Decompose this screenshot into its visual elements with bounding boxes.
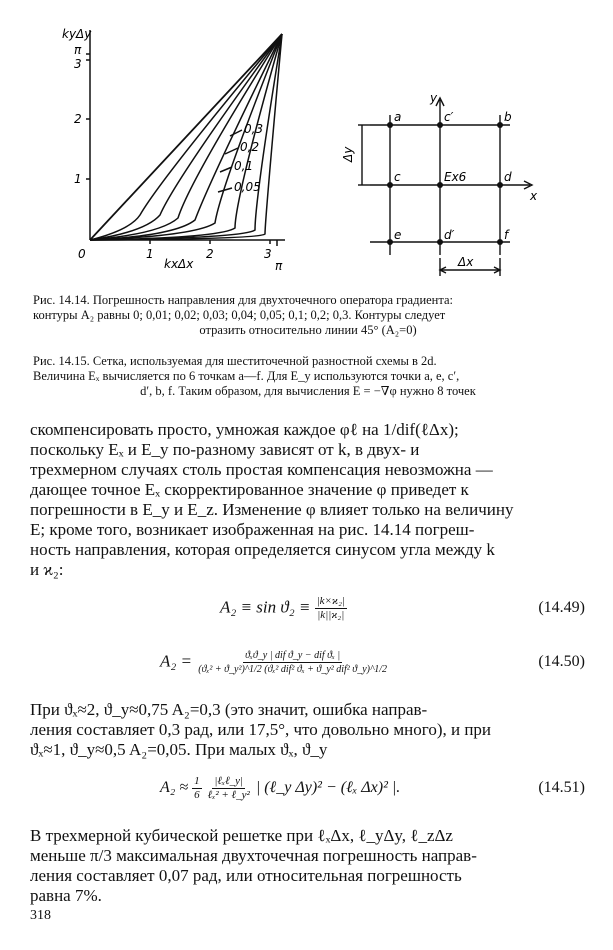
- text-line: E; кроме того, возникает изображенная на рис. 14.14 погреш-: [30, 520, 475, 539]
- contour-label-02: 0,2: [240, 140, 260, 154]
- eq-denominator: (ϑₓ² + ϑ_y²)^1/2 (ϑₓ² dif² ϑₓ + ϑ_y² dif² ϑ_y)^1/2: [198, 663, 387, 675]
- node-d: d: [504, 170, 512, 184]
- eq-numerator: |k×ϰ₂|: [316, 594, 345, 607]
- text-line: ность направления, которая определяется синусом угла между k: [30, 540, 495, 559]
- origin-label: 0: [78, 247, 86, 261]
- paragraph-2: [30, 700, 585, 760]
- text-line: При ϑₓ≈2, ϑ_y≈0,75 A₂=0,3 (это значит, ошибка направ-: [30, 700, 428, 719]
- eq-lhs: A₂ ≡ sin ϑ₂ ≡: [220, 596, 311, 616]
- eq-coef-denominator: 6: [194, 788, 200, 801]
- page-number: 318: [30, 908, 51, 923]
- caption-14-14: [33, 293, 583, 338]
- figure-14-15: [340, 90, 570, 285]
- node-d-prime: d′: [444, 228, 455, 242]
- x-tick-2: 2: [206, 247, 214, 261]
- caption-line: отразить относительно линии 45° (A₂=0): [199, 323, 417, 337]
- eq-number: (14.51): [538, 779, 585, 796]
- eq-rhs: | (ℓ_y Δy)² − (ℓₓ Δx)² |.: [255, 779, 401, 796]
- paragraph-1: [30, 420, 585, 580]
- y-axis-label: kyΔy: [62, 27, 92, 41]
- x-tick-1: 1: [146, 247, 154, 261]
- eq-denominator: ℓₓ² + ℓ_y²: [207, 788, 250, 801]
- text-line: скомпенсировать просто, умножая каждое φℓ на 1/dif(ℓΔx);: [30, 420, 459, 439]
- caption-line: Рис. 14.14. Погрешность направления для двухточечного оператора градиента:: [33, 293, 454, 307]
- eq-denominator: |k||ϰ₂|: [317, 608, 345, 621]
- y-tick-2: 2: [74, 112, 82, 126]
- x-tick-3: 3: [264, 247, 272, 261]
- node-c-prime: c′: [444, 110, 454, 124]
- contour-label-01: 0,1: [234, 159, 254, 173]
- y-tick-pi: π: [74, 43, 82, 57]
- node-b: b: [504, 110, 512, 124]
- eq-number: (14.49): [538, 599, 585, 616]
- equation-14-51: [30, 768, 585, 808]
- text-line: поскольку Eₓ и E_y по-разному зависят от k, в двух- и: [30, 440, 420, 459]
- eq-lhs: A₂ =: [160, 650, 193, 670]
- contour-label-005: 0,05: [234, 180, 261, 194]
- eq-numerator: ϑₓϑ_y | dif ϑ_y − dif ϑₓ |: [245, 649, 341, 661]
- text-line: ления составляет 0,3 рад, или 17,5°, что довольно много), и при: [30, 720, 492, 739]
- figure-14-14: [60, 20, 310, 285]
- paragraph-3: [30, 826, 585, 906]
- caption-line: d′, b, f. Таким образом, для вычисления E = −∇φ нужно 8 точек: [140, 384, 476, 398]
- x-tick-pi: π: [275, 259, 283, 273]
- x-axis-label: kxΔx: [164, 257, 194, 271]
- contour-label-03: 0,3: [244, 122, 264, 136]
- caption-14-15: [33, 354, 583, 399]
- eq-coef-numerator: 1: [194, 774, 200, 787]
- node-center: Ex6: [444, 170, 467, 184]
- eq-lhs: A₂ ≈: [160, 779, 189, 796]
- caption-line: Величина Eₓ вычисляется по 6 точкам a—f. Для E_y используются точки a, e, c′,: [33, 369, 460, 383]
- y-tick-3: 3: [74, 57, 82, 71]
- text-line: трехмерном случаях столь простая компенсация невозможна —: [30, 460, 493, 479]
- eq-number: (14.50): [538, 653, 585, 670]
- axis-y-label: y: [430, 91, 438, 105]
- text-line: ления составляет 0,07 рад, или относительная погрешность: [30, 866, 462, 885]
- caption-line: контуры A₂ равны 0; 0,01; 0,02; 0,03; 0,04; 0,05; 0,1; 0,2; 0,3. Контуры следует: [33, 308, 446, 322]
- text-line: В трехмерной кубической решетке при ℓₓΔx, ℓ_yΔy, ℓ_zΔz: [30, 826, 453, 845]
- eq-numerator: |ℓₓℓ_y|: [214, 774, 244, 787]
- node-f: f: [504, 228, 509, 242]
- text-line: дающее точное Eₓ скорректированное значение φ приведет к: [30, 480, 469, 499]
- text-line: ϑₓ≈1, ϑ_y≈0,5 A₂=0,05. При малых ϑₓ, ϑ_y: [30, 740, 328, 759]
- text-line: и ϰ₂:: [30, 560, 64, 579]
- node-c: c: [394, 170, 401, 184]
- dim-dx: Δx: [458, 255, 474, 269]
- node-e: e: [394, 228, 402, 242]
- node-a: a: [394, 110, 402, 124]
- y-tick-1: 1: [74, 172, 82, 186]
- text-line: равна 7%.: [30, 886, 102, 905]
- axis-x-label: x: [530, 189, 538, 203]
- text-line: меньше π/3 максимальная двухточечная погрешность направ-: [30, 846, 477, 865]
- caption-line: Рис. 14.15. Сетка, используемая для шеститочечной разностной схемы в 2d.: [33, 354, 437, 368]
- text-line: погрешности в E_y и E_z. Изменение φ влияет только на величину: [30, 500, 514, 519]
- dim-dy: Δy: [341, 146, 355, 162]
- equation-14-50: [30, 642, 585, 682]
- equation-14-49: [30, 588, 585, 628]
